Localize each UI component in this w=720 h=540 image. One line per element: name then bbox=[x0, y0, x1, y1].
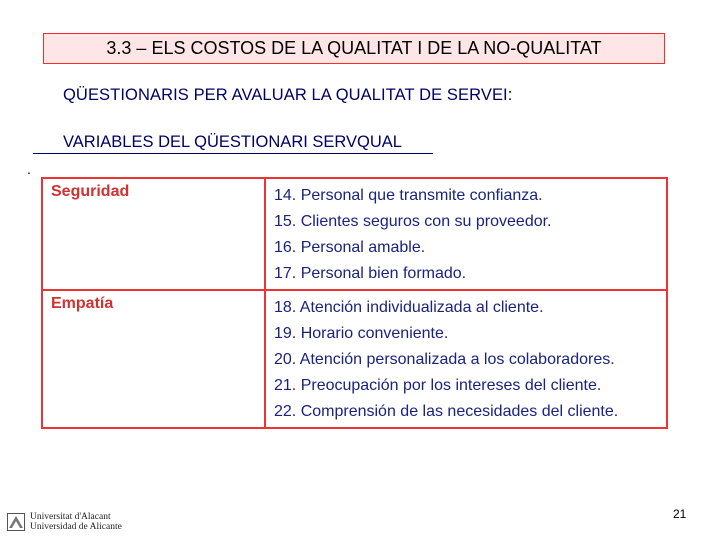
items-cell bbox=[265, 290, 667, 428]
logo-text bbox=[30, 512, 122, 532]
university-emblem-icon bbox=[7, 513, 25, 531]
subtitle-text: QÜESTIONARIS PER AVALUAR LA QUALITAT DE SERVEI bbox=[63, 86, 508, 104]
items-cell bbox=[265, 178, 667, 290]
list-item: 20. Atención personalizada a los colaboradores. bbox=[274, 351, 615, 368]
list-item: 15. Clientes seguros con su proveedor. bbox=[274, 213, 552, 230]
list-item: 18. Atención individualizada al cliente. bbox=[274, 299, 544, 316]
table-row bbox=[42, 290, 667, 428]
slide-title-box bbox=[43, 33, 665, 64]
list-item: 22. Comprensión de las necesidades del cliente. bbox=[274, 403, 619, 420]
slide-subtitle bbox=[63, 86, 512, 105]
table-row bbox=[42, 178, 667, 290]
list-item: 17. Personal bien formado. bbox=[274, 265, 467, 282]
logo-line-2: Universidad de Alicante bbox=[30, 522, 122, 532]
slide-title: 3.3 – ELS COSTOS DE LA QUALITAT I DE LA NO-QUALITAT bbox=[106, 38, 602, 58]
servqual-table bbox=[41, 177, 668, 429]
subtitle-colon: : bbox=[507, 86, 513, 104]
dimension-cell: Empatía bbox=[42, 290, 265, 428]
dimension-cell: Seguridad bbox=[42, 178, 265, 290]
list-item: 16. Personal amable. bbox=[274, 239, 426, 256]
logo-line-1: Universitat d'Alacant bbox=[30, 512, 111, 522]
university-logo bbox=[7, 512, 122, 532]
list-item: 14. Personal que transmite confianza. bbox=[274, 187, 543, 204]
stray-dot: . bbox=[27, 161, 31, 177]
list-item: 19. Horario conveniente. bbox=[274, 325, 449, 342]
page-number: 21 bbox=[673, 507, 687, 521]
list-item: 21. Preocupación por los intereses del cliente. bbox=[274, 377, 602, 394]
section-heading: VARIABLES DEL QÜESTIONARI SERVQUAL bbox=[33, 133, 433, 154]
